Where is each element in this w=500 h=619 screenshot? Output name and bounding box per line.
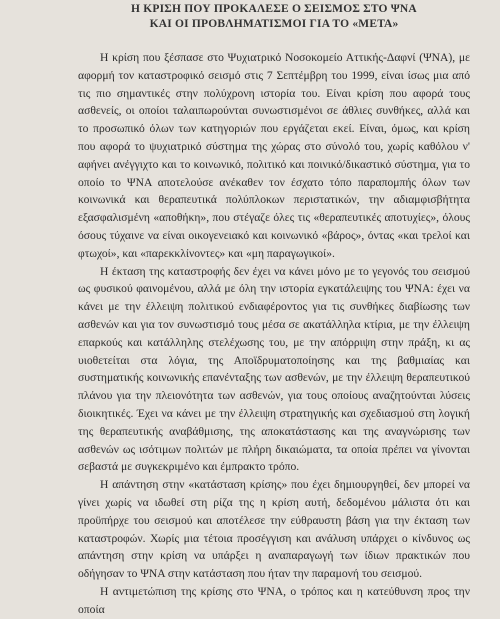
title-line-1: Η ΚΡΙΣΗ ΠΟΥ ΠΡΟΚΑΛΕΣΕ Ο ΣΕΙΣΜΟΣ ΣΤΟ ΨΝΑ <box>131 3 417 15</box>
paragraph-3: Η απάντηση στην «κατάσταση κρίσης» που έχει δημιουργηθεί, δεν μπορεί να γίνει χωρίς να ιδωθεί στη ρίζα της η κρίση αυτή, δεδομένου μάλιστα ότι και προϋπήρχε του σεισμού και αποτέλεσε την εύθραυστη βάση για την έκταση των καταστροφών. Χωρίς μια τέτοια προσέγγιση και ανάλυση υπάρχει ο κίνδυνος ως απάντηση στην κρίση να υπάρξει η αναπαραγωγή των ίδιων πρακτικών που οδήγησαν το ΨΝΑ στην κατάσταση που ήταν την παραμονή του σεισμού. <box>78 478 470 581</box>
body-text <box>78 49 470 619</box>
page-title <box>78 0 470 32</box>
paragraph-4: Η αντιμετώπιση της κρίσης στο ΨΝΑ, ο τρόπος και η κατεύθυνση προς την οποία <box>78 584 470 616</box>
paragraph-1: Η κρίση που ξέσπασε στο Ψυχιατρικό Νοσοκομείο Αττικής-Δαφνί (ΨΝΑ), με αφορμή τον καταστροφικό σεισμό στις 7 Σεπτέμβρη του 1999, είναι ίσως μια από τις πιο σημαντικές στην πολύχρονη ιστορία του. Είναι κρίση που αφορά τους ασθενείς, οι οποίοι ταλαιπωρούνται συνωστισμένοι σε άθλιες συνθήκες, αλλά και το προσωπικό όλων των κατηγοριών που εργάζεται εκεί. Είναι, όμως, και κρίση που αφορά το ψυχιατρικό σύστημα της χώρας στο σύνολό του, χωρίς καθόλου ν' αφήνει ανέγγιχτο και το κοινωνικό, πολιτικό και ποινικό/δικαστικό σύστημα, για το οποίο το ΨΝΑ αποτελούσε ανέκαθεν τον έσχατο τόπο παραπομπής όλων των κοινωνικά και θεραπευτικά πολύπλοκων περιστατικών, την αδιαμφισβήτητα εξασφαλισμένη «αποθήκη», που στέγαζε όλες τις «θεραπευτικές αποτυχίες», όλους όσους τύχαινε να είναι οικογενειακό και κοινωνικό «βάρος», όντας «και τρελοί και φτωχοί», και «παρεκκλίνοντες» και «μη παραγωγικοί». <box>78 51 470 260</box>
title-line-2: ΚΑΙ ΟΙ ΠΡΟΒΛΗΜΑΤΙΣΜΟΙ ΓΙΑ ΤΟ «ΜΕΤΑ» <box>149 18 399 30</box>
paragraph-2: Η έκταση της καταστροφής δεν έχει να κάνει μόνο με το γεγονός του σεισμού ως φυσικού φαινομένου, αλλά με όλη την ιστορία εγκατάλειψης του ΨΝΑ: έχει να κάνει με την έλλειψη πολιτικού ενδιαφέροντος για τις συνθήκες διαβίωσης των ασθενών και για τον συνωστισμό τους μέσα σε ακατάλληλα κτίρια, με την έλλειψη επαρκούς και κατάλληλης στελέχωσης του, με την απόρριψη στην πράξη, κι ας υιοθετείται στα λόγια, της Αποϊδρυματοποίησης και της βαθμιαίας και συστηματικής κοινωνικής επανένταξης των ασθενών, με την έλλειψη θεραπευτικού πλάνου για την πλειονότητα των ασθενών, για τους οποίους αναζητούνται λύσεις διοικητικές. Έχει να κάνει με την έλλειψη στρατηγικής και σχεδιασμού στη λογική της θεραπευτικής αναβάθμισης, της αποκατάστασης και της αναγνώρισης των ασθενών ως ισότιμων πολιτών με πλήρη δικαιώματα, τα οποία πρέπει να γίνονται σεβαστά με συγκεκριμένο και έμπρακτο τρόπο. <box>78 264 470 474</box>
